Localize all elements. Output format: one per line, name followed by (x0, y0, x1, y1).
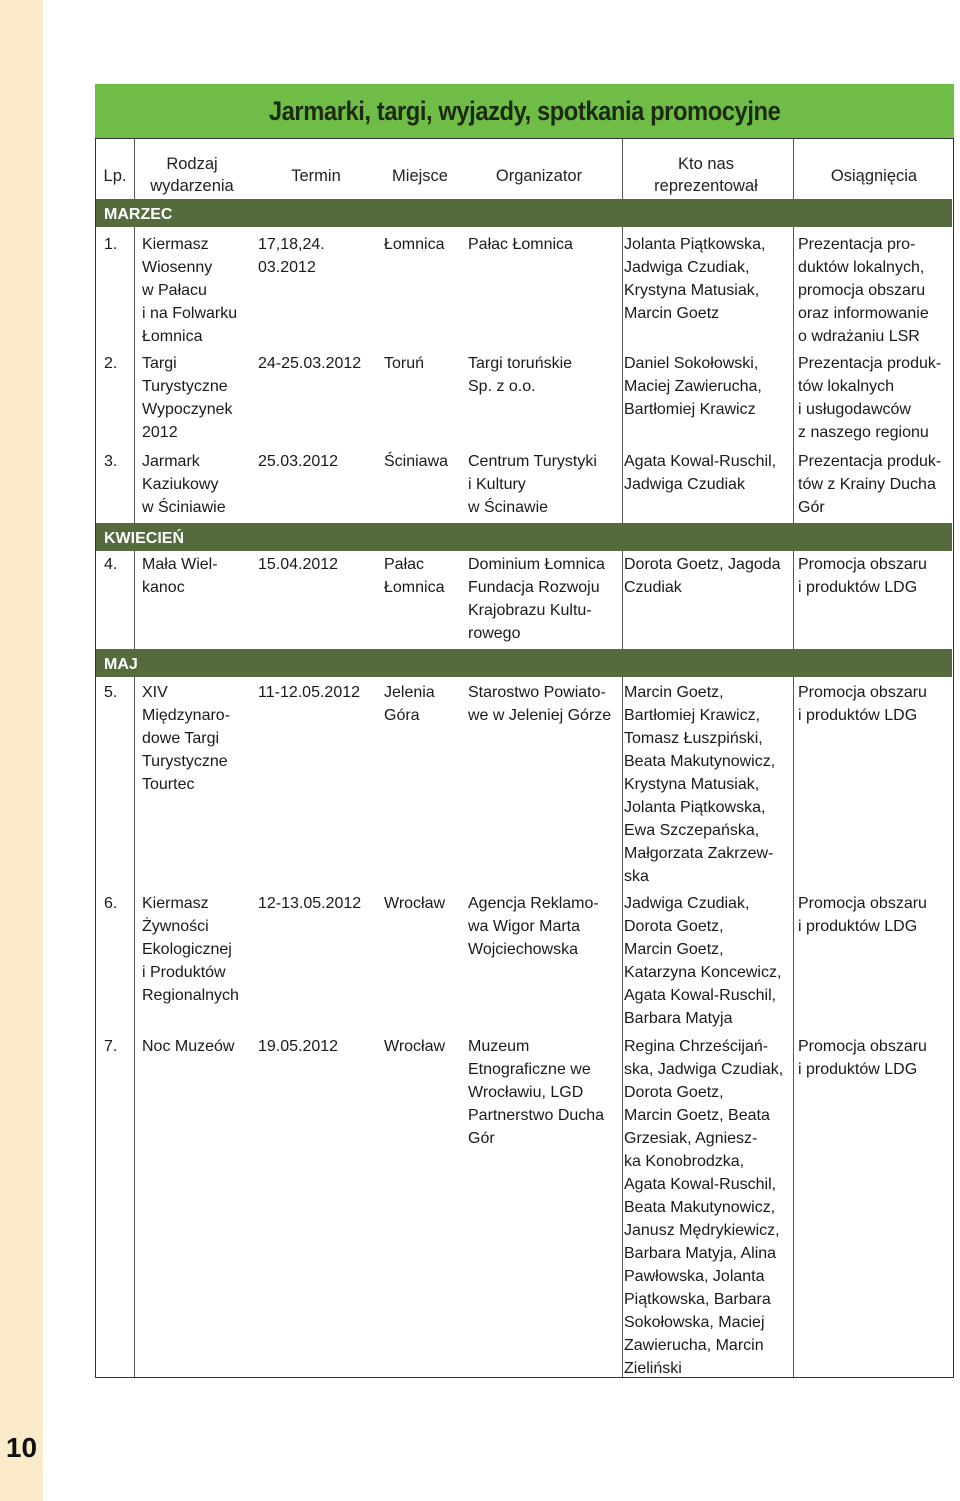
event-organizer: Pałac Łomnica (468, 236, 573, 253)
section-bar-marzec (96, 199, 952, 227)
event-organizer: Muzeum Etnograficzne we Wrocławiu, LGD Partnerstwo Ducha Gór (468, 1038, 605, 1147)
event-achievements: Prezentacja produk- tów lokalnych i usługodawców z naszego regionu (798, 355, 942, 441)
event-achievements: Prezentacja produk- tów z Krainy Ducha Gór (798, 453, 942, 516)
event-place: Łomnica (384, 236, 445, 253)
event-name: Mała Wiel- kanoc (142, 556, 218, 596)
page-title: Jarmarki, targi, wyjazdy, spotkania promocyjne (268, 95, 781, 126)
event-date: 11-12.05.2012 (258, 684, 361, 701)
section-bar-maj (96, 649, 952, 677)
col-divider (793, 139, 794, 1377)
event-achievements: Promocja obszaru i produktów LDG (798, 895, 927, 935)
header-kto: Kto nas reprezentował (654, 155, 758, 195)
event-date: 25.03.2012 (258, 453, 339, 470)
event-organizer: Dominium Łomnica Fundacja Rozwoju Krajobrazu Kultu- rowego (468, 556, 605, 642)
event-date: 24-25.03.2012 (258, 355, 362, 372)
section-label: KWIECIEŃ (104, 530, 184, 547)
event-place: Wrocław (384, 1038, 446, 1055)
row-number: 1. (104, 236, 118, 253)
header-miejsce: Miejsce (392, 167, 448, 185)
header-termin: Termin (291, 167, 341, 185)
event-date: 19.05.2012 (258, 1038, 339, 1055)
event-achievements: Prezentacja pro- duktów lokalnych, promocja obszaru oraz informowanie o wdrażaniu LSR (798, 236, 929, 345)
row-number: 7. (104, 1038, 118, 1055)
event-achievements: Promocja obszaru i produktów LDG (798, 556, 927, 596)
event-representatives: Jolanta Piątkowska, Jadwiga Czudiak, Krystyna Matusiak, Marcin Goetz (624, 236, 766, 322)
row-number: 2. (104, 355, 118, 372)
event-organizer: Targi toruńskie Sp. z o.o. (468, 355, 573, 395)
row-number: 4. (104, 556, 118, 573)
event-name: Targi Turystyczne Wypoczynek 2012 (142, 355, 233, 441)
event-representatives: Marcin Goetz, Bartłomiej Krawicz, Tomasz Łuszpiński, Beata Makutynowicz, Krystyna Matusiak, Jolanta Piątkowska, Ewa Szczepańska, Małgorzata Zakrzew- ska (624, 684, 776, 885)
event-representatives: Daniel Sokołowski, Maciej Zawierucha, Bartłomiej Krawicz (624, 355, 762, 418)
event-place: Wrocław (384, 895, 446, 912)
event-name: Kiermasz Żywności Ekologicznej i Produktów Regionalnych (142, 895, 239, 1004)
event-achievements: Promocja obszaru i produktów LDG (798, 1038, 927, 1078)
event-organizer: Agencja Reklamo- wa Wigor Marta Wojciechowska (468, 895, 599, 958)
event-achievements: Promocja obszaru i produktów LDG (798, 684, 927, 724)
side-strip (0, 0, 43, 1501)
header-lp: Lp. (103, 167, 127, 185)
event-representatives: Agata Kowal-Ruschil, Jadwiga Czudiak (624, 453, 777, 493)
header-organizator: Organizator (495, 167, 583, 185)
title-bar (95, 84, 954, 138)
event-name: XIV Międzynaro- dowe Targi Turystyczne Tourtec (142, 684, 231, 793)
header-rodzaj: Rodzaj wydarzenia (150, 155, 234, 195)
event-place: Jelenia Góra (384, 684, 435, 724)
event-representatives: Jadwiga Czudiak, Dorota Goetz, Marcin Goetz, Katarzyna Koncewicz, Agata Kowal-Ruschil, Barbara Matyja (624, 895, 782, 1027)
section-label: MAJ (104, 656, 138, 673)
event-name: Kiermasz Wiosenny w Pałacu i na Folwarku Łomnica (142, 236, 238, 345)
event-place: Ściniawa (384, 453, 449, 470)
event-date: 17,18,24. 03.2012 (258, 236, 325, 276)
event-date: 15.04.2012 (258, 556, 339, 573)
event-date: 12-13.05.2012 (258, 895, 362, 912)
event-place: Pałac Łomnica (384, 556, 445, 596)
event-representatives: Dorota Goetz, Jagoda Czudiak (624, 556, 781, 596)
section-bar-kwiecien (96, 523, 952, 551)
row-number: 6. (104, 895, 118, 912)
row-number: 3. (104, 453, 118, 470)
header-osiagniecia: Osiągnięcia (830, 167, 918, 185)
event-organizer: Starostwo Powiato- we w Jeleniej Górze (468, 684, 612, 724)
col-divider (622, 139, 623, 1377)
row-number: 5. (104, 684, 118, 701)
col-divider (134, 139, 135, 1377)
event-name: Noc Muzeów (142, 1038, 235, 1055)
event-representatives: Regina Chrześcijań- ska, Jadwiga Czudiak, Dorota Goetz, Marcin Goetz, Beata Grzesiak, Agniesz- ka Konobrodzka, Agata Kowal-Ruschil, Beata Makutynowicz, Janusz Mędrykiewicz, Barbara Matyja, Alina Pawłowska, Jolanta Piątkowska, Barbara Sokołowska, Maciej Zawierucha, Marcin Zieliński (624, 1038, 784, 1377)
page-number: 10 (5, 1432, 38, 1463)
event-name: Jarmark Kaziukowy w Ściniawie (142, 453, 226, 516)
event-organizer: Centrum Turystyki i Kultury w Ścinawie (468, 453, 597, 516)
event-place: Toruń (384, 355, 425, 372)
section-label: MARZEC (104, 206, 173, 223)
events-table (95, 138, 954, 1378)
